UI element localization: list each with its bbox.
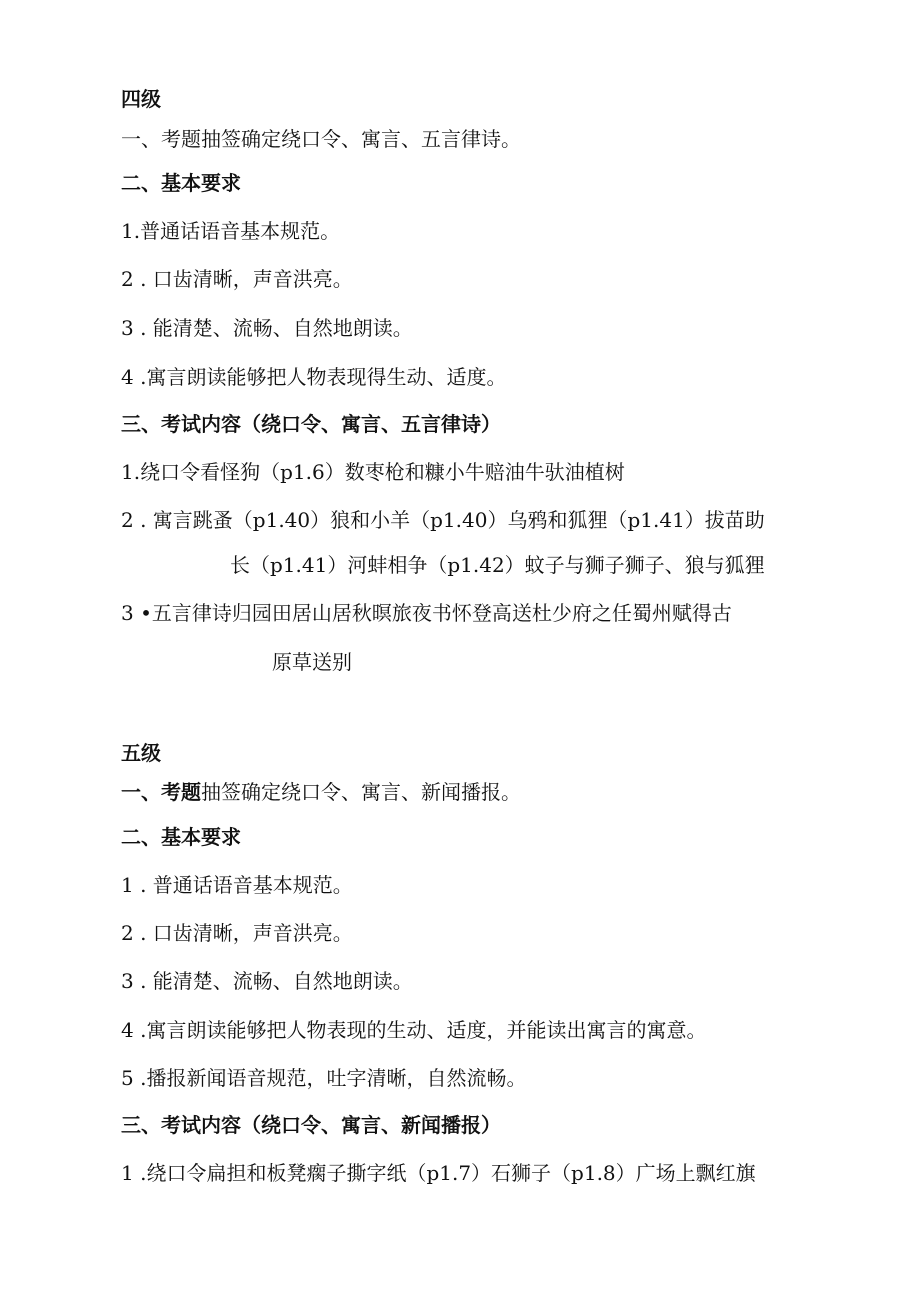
level4-content-heading: 三、考试内容（绕口令、寓言、五言律诗）	[121, 412, 501, 436]
level4-content-2-continued: 长（p1.41）河蚌相争（p1.42）蚊子与狮子狮子、狼与狐狸	[230, 553, 765, 577]
level5-content-heading: 三、考试内容（绕口令、寓言、新闻播报）	[121, 1113, 501, 1137]
level5-content-1: 1 .绕口令扁担和板凳瘸子撕字纸（p1.7）石狮子（p1.8）广场上飘红旗	[121, 1161, 756, 1185]
level4-requirement-2: 2 . 口齿清晰，声音洪亮。	[121, 267, 353, 291]
level4-exam-method: 一、考题抽签确定绕口令、寓言、五言律诗。	[121, 127, 521, 151]
level5-requirement-2: 2 . 口齿清晰，声音洪亮。	[121, 921, 353, 945]
level5-exam-method-text: 抽签确定绕口令、寓言、新闻播报。	[201, 780, 521, 804]
level4-requirement-3: 3 . 能清楚、流畅、自然地朗读。	[121, 316, 413, 340]
level4-content-2: 2 . 寓言跳蚤（p1.40）狼和小羊（p1.40）乌鸦和狐狸（p1.41）拔苗助	[121, 508, 765, 532]
level4-requirements-heading: 二、基本要求	[121, 171, 241, 195]
level4-title: 四级	[121, 87, 161, 111]
level4-requirement-4: 4 .寓言朗读能够把人物表现得生动、适度。	[121, 365, 507, 389]
level5-requirement-4: 4 .寓言朗读能够把人物表现的生动、适度，并能读出寓言的寓意。	[121, 1018, 707, 1042]
level5-requirement-5: 5 .播报新闻语音规范，吐字清晰，自然流畅。	[121, 1066, 527, 1090]
level5-title: 五级	[121, 741, 161, 765]
level4-content-3: 3 •五言律诗归园田居山居秋暝旅夜书怀登高送杜少府之任蜀州赋得古	[121, 601, 732, 625]
level4-content-1: 1.绕口令看怪狗（p1.6）数枣枪和糠小牛赔油牛驮油植树	[121, 460, 625, 484]
level5-exam-method-label: 一、考题	[121, 780, 201, 804]
level4-requirement-1: 1.普通话语音基本规范。	[121, 219, 341, 243]
level5-requirement-3: 3 . 能清楚、流畅、自然地朗读。	[121, 969, 413, 993]
level5-requirements-heading: 二、基本要求	[121, 825, 241, 849]
level4-content-3-continued: 原草送别	[272, 650, 352, 674]
level5-requirement-1: 1 . 普通话语音基本规范。	[121, 873, 353, 897]
level5-exam-method	[121, 779, 521, 805]
